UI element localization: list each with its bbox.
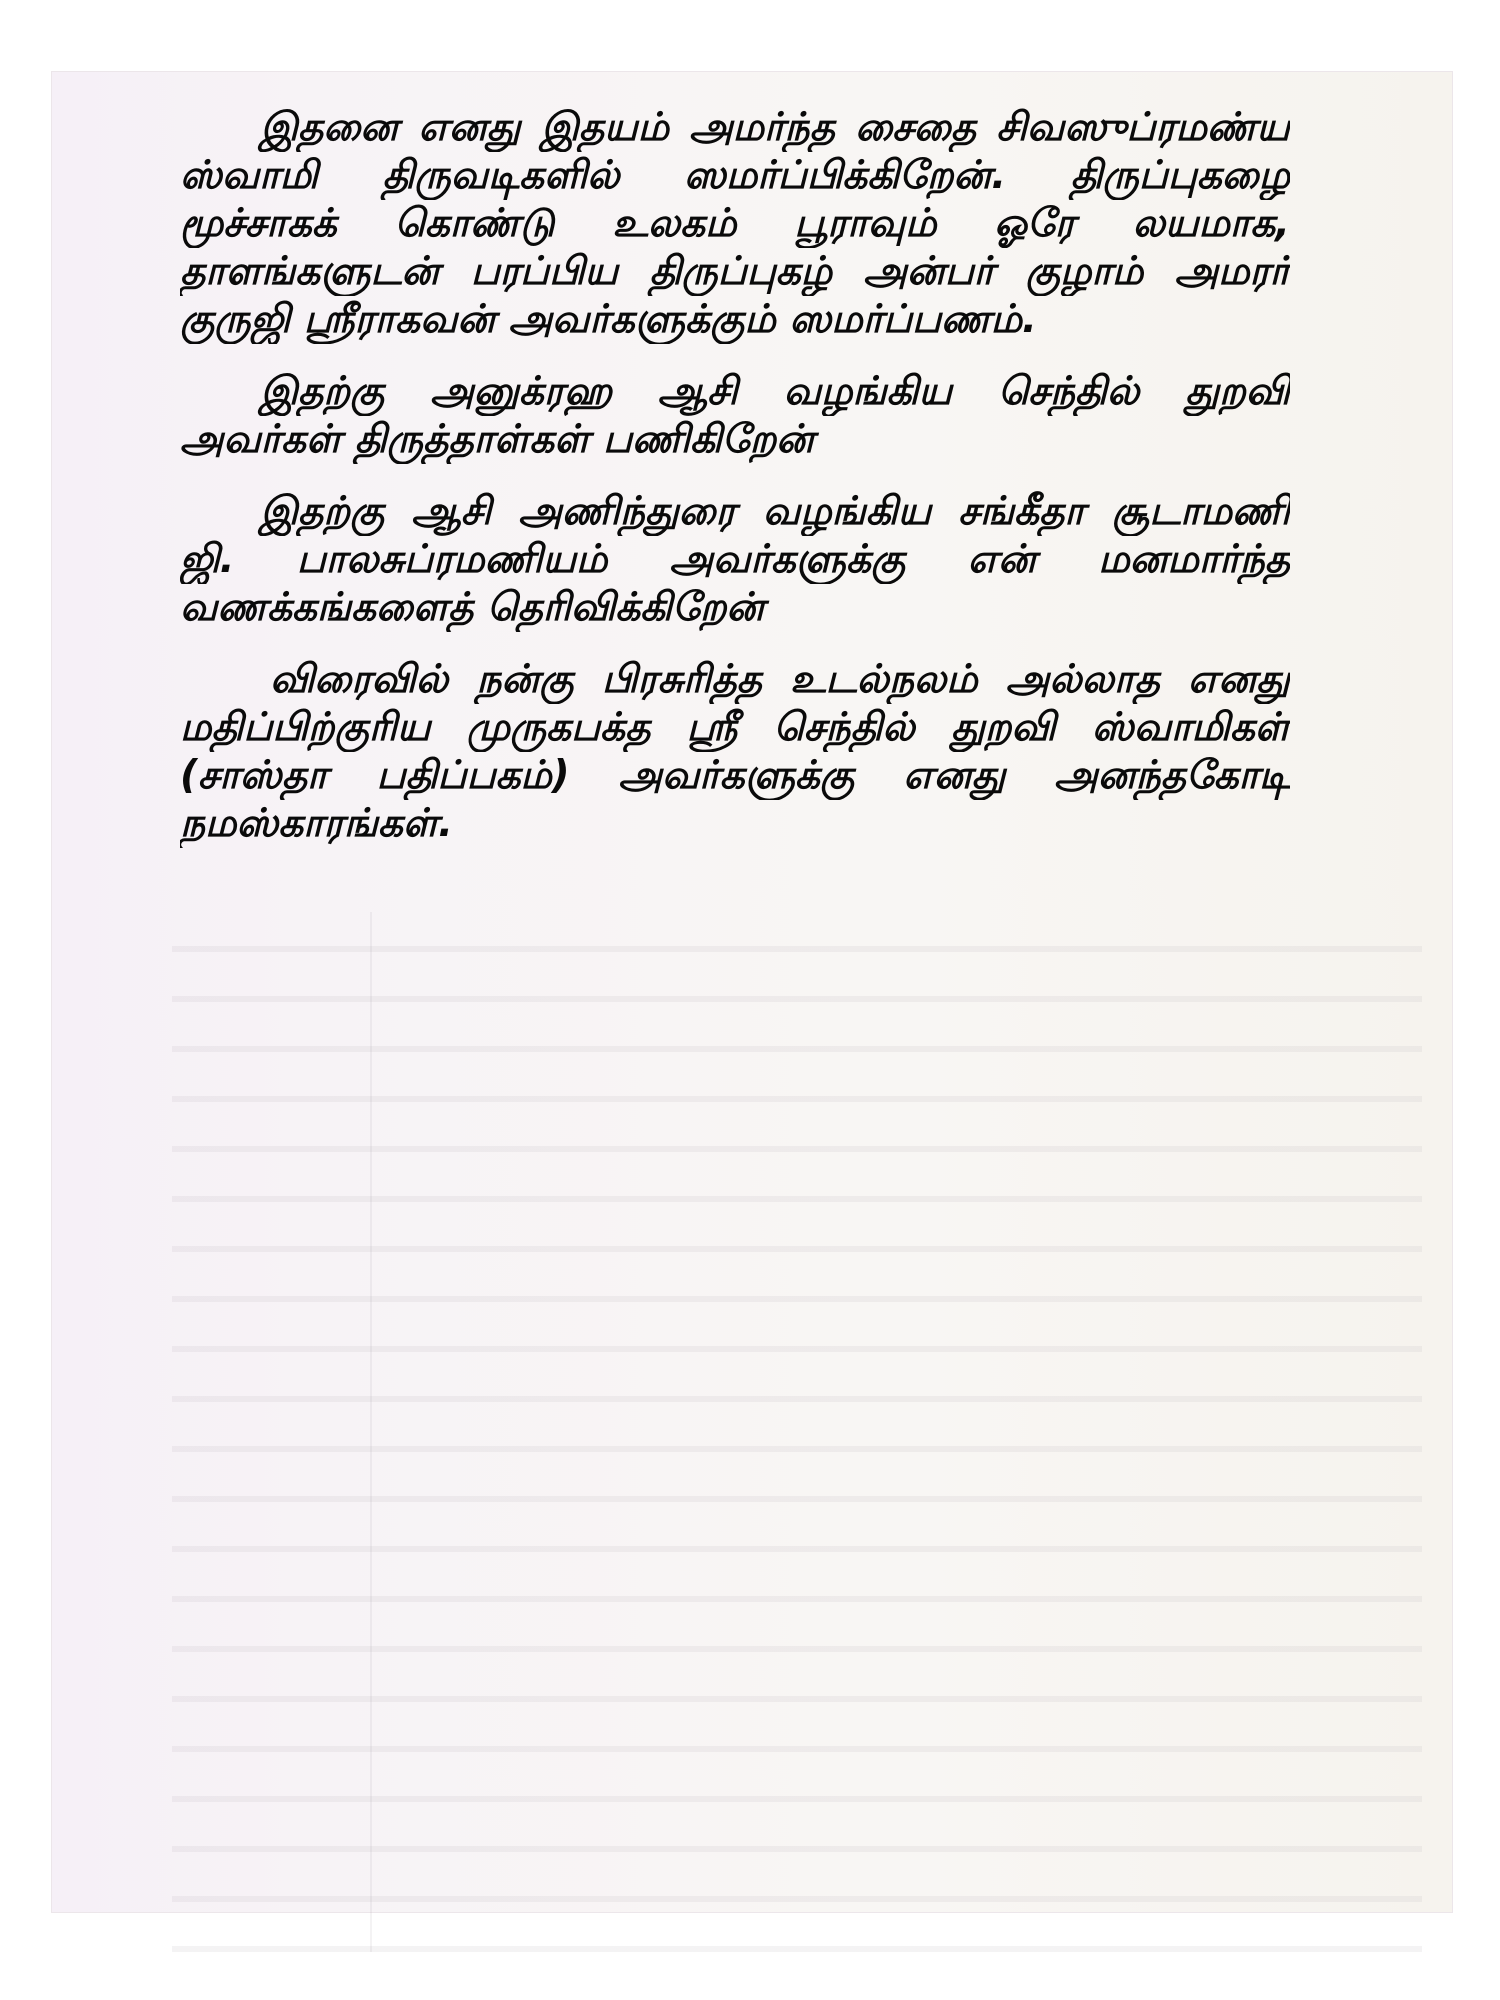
paragraph-dedication	[180, 104, 1290, 344]
paragraph-blessing	[180, 368, 1290, 464]
text-line: அவர்கள் திருத்தாள்கள் பணிகிறேன்	[180, 417, 814, 462]
text-line: இதற்கு ஆசி அணிந்துரை வழங்கிய சங்கீதா சூடாமணி	[260, 489, 1290, 534]
paragraph-publisher-thanks	[180, 656, 1290, 848]
dedication-text	[180, 104, 1290, 872]
text-line: ஸ்வாமி திருவடிகளில் ஸமர்ப்பிக்கிறேன். திருப்புகழை	[180, 153, 1290, 198]
bleed-through-column-rule	[370, 912, 372, 1952]
text-line: வணக்கங்களைத் தெரிவிக்கிறேன்	[180, 585, 765, 630]
text-line: இதனை எனது இதயம் அமர்ந்த சைதை சிவஸுப்ரமண்ய	[260, 105, 1290, 150]
paragraph-foreword-thanks	[180, 488, 1290, 632]
text-line: ஜி. பாலசுப்ரமணியம் அவர்களுக்கு என் மனமார்ந்த	[180, 537, 1290, 582]
text-line: தாளங்களுடன் பரப்பிய திருப்புகழ் அன்பர் குழாம் அமரர்	[180, 249, 1290, 294]
text-line: இதற்கு அனுக்ரஹ ஆசி வழங்கிய செந்தில் துறவி	[260, 369, 1290, 414]
text-line: விரைவில் நன்கு பிரசுரித்த உடல்நலம் அல்லாத எனது	[270, 657, 1290, 702]
text-line: நமஸ்காரங்கள்.	[180, 801, 453, 846]
text-line: (சாஸ்தா பதிப்பகம்) அவர்களுக்கு எனது அனந்தகோடி	[180, 753, 1290, 798]
bleed-through-lines	[172, 902, 1422, 1962]
text-line: குருஜி ஸ்ரீராகவன் அவர்களுக்கும் ஸமர்ப்பணம்.	[180, 297, 1037, 342]
text-line: மதிப்பிற்குரிய முருகபக்த ஸ்ரீ செந்தில் துறவி ஸ்வாமிகள்	[180, 705, 1290, 750]
text-line: மூச்சாகக் கொண்டு உலகம் பூராவும் ஓரே லயமாக,	[180, 201, 1290, 246]
